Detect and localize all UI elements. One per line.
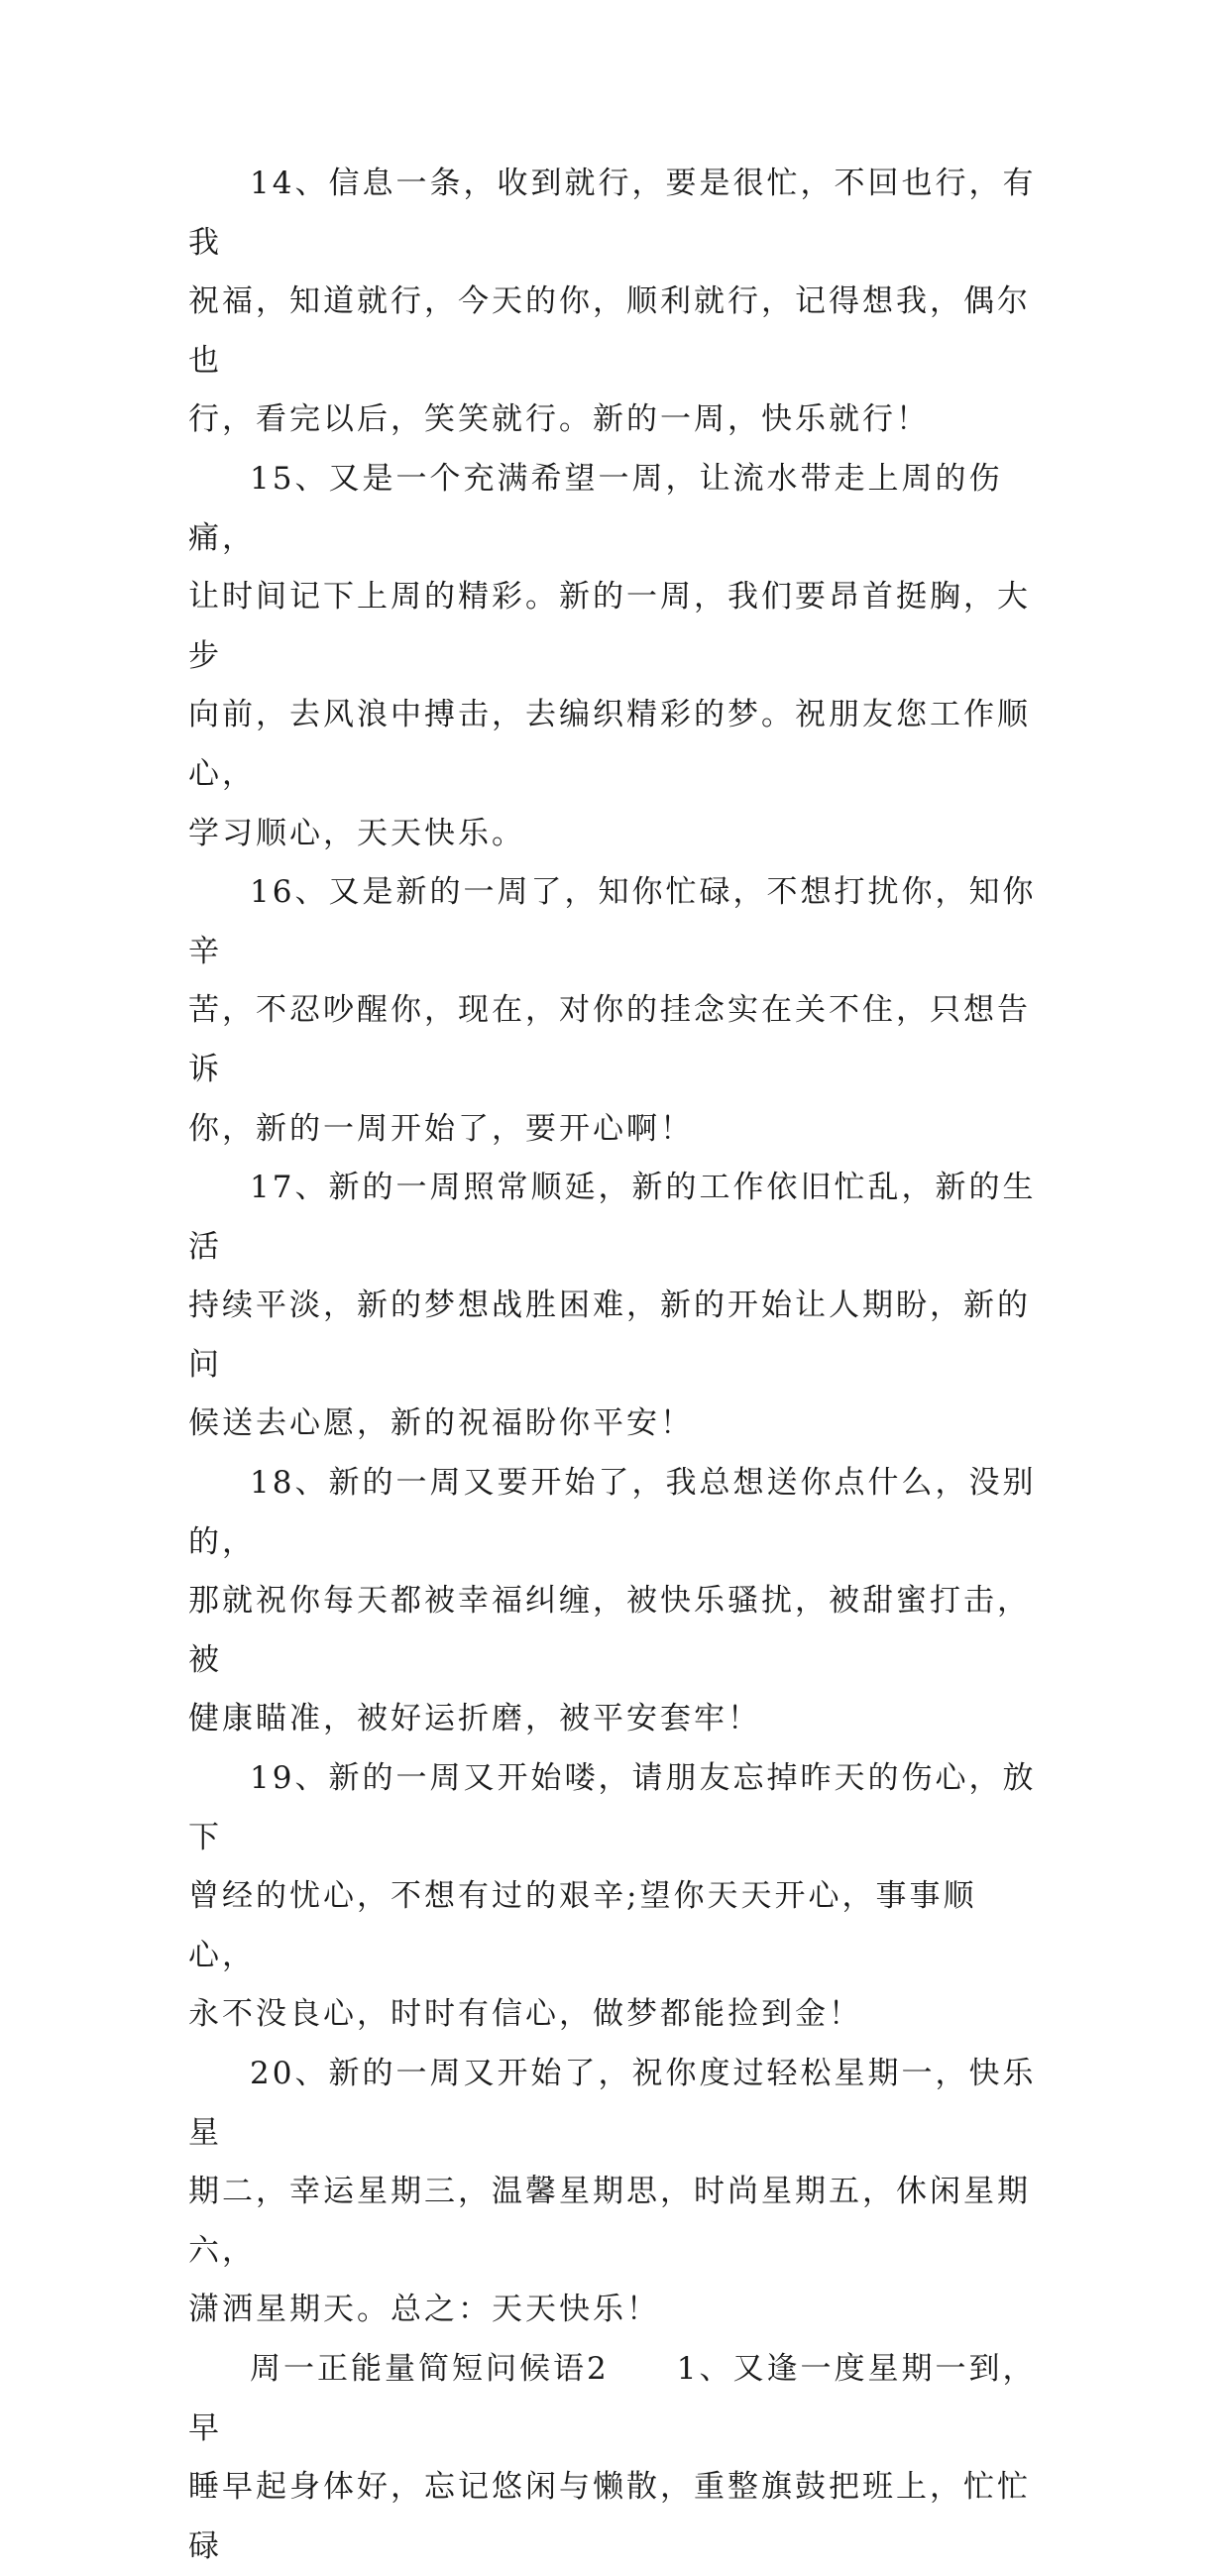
paragraph-18: 18、新的一周又要开始了，我总想送你点什么，没别的， 那就祝你每天都被幸福纠缠，被快乐骚扰，被甜蜜打击，被 健康瞄准，被好运折磨，被平安套牢！	[188, 1465, 1037, 1737]
paragraph-20: 20、新的一周又开始了，祝你度过轻松星期一，快乐星 期二，幸运星期三，温馨星期思，时尚星期五，休闲星期六， 潇洒星期天。总之：天天快乐！	[188, 2056, 1037, 2328]
paragraph-14: 14、信息一条，收到就行，要是很忙，不回也行，有我 祝福，知道就行，今天的你，顺利就行，记得想我，偶尔也 行，看完以后，笑笑就行。新的一周，快乐就行！	[188, 166, 1037, 438]
paragraph-17: 17、新的一周照常顺延，新的工作依旧忙乱，新的生活 持续平淡，新的梦想战胜困难，新的开始让人期盼，新的问 候送去心愿，新的祝福盼你平安！	[188, 1170, 1037, 1442]
paragraph-16: 16、又是新的一周了，知你忙碌，不想打扰你，知你辛 苦，不忍吵醒你，现在，对你的挂念实在关不住，只想告诉 你，新的一周开始了，要开心啊！	[188, 874, 1037, 1147]
paragraph-15: 15、又是一个充满希望一周，让流水带走上周的伤痛， 让时间记下上周的精彩。新的一周，我们要昂首挺胸，大步 向前，去风浪中搏击，去编织精彩的梦。祝朋友您工作顺心， 学习顺心，天天快乐。	[188, 460, 1031, 851]
paragraph-19: 19、新的一周又开始喽，请朋友忘掉昨天的伤心，放下 曾经的忧心，不想有过的艰辛;望你天天开心，事事顺心， 永不没良心，时时有信心，做梦都能捡到金！	[188, 1760, 1037, 2033]
section-2-first-paragraph: 周一正能量简短问候语2 1、又逢一度星期一到，早 睡早起身体好，忘记悠闲与懒散，重整旗鼓把班上，忙忙碌	[188, 2350, 1037, 2564]
document-body	[188, 155, 1041, 2576]
